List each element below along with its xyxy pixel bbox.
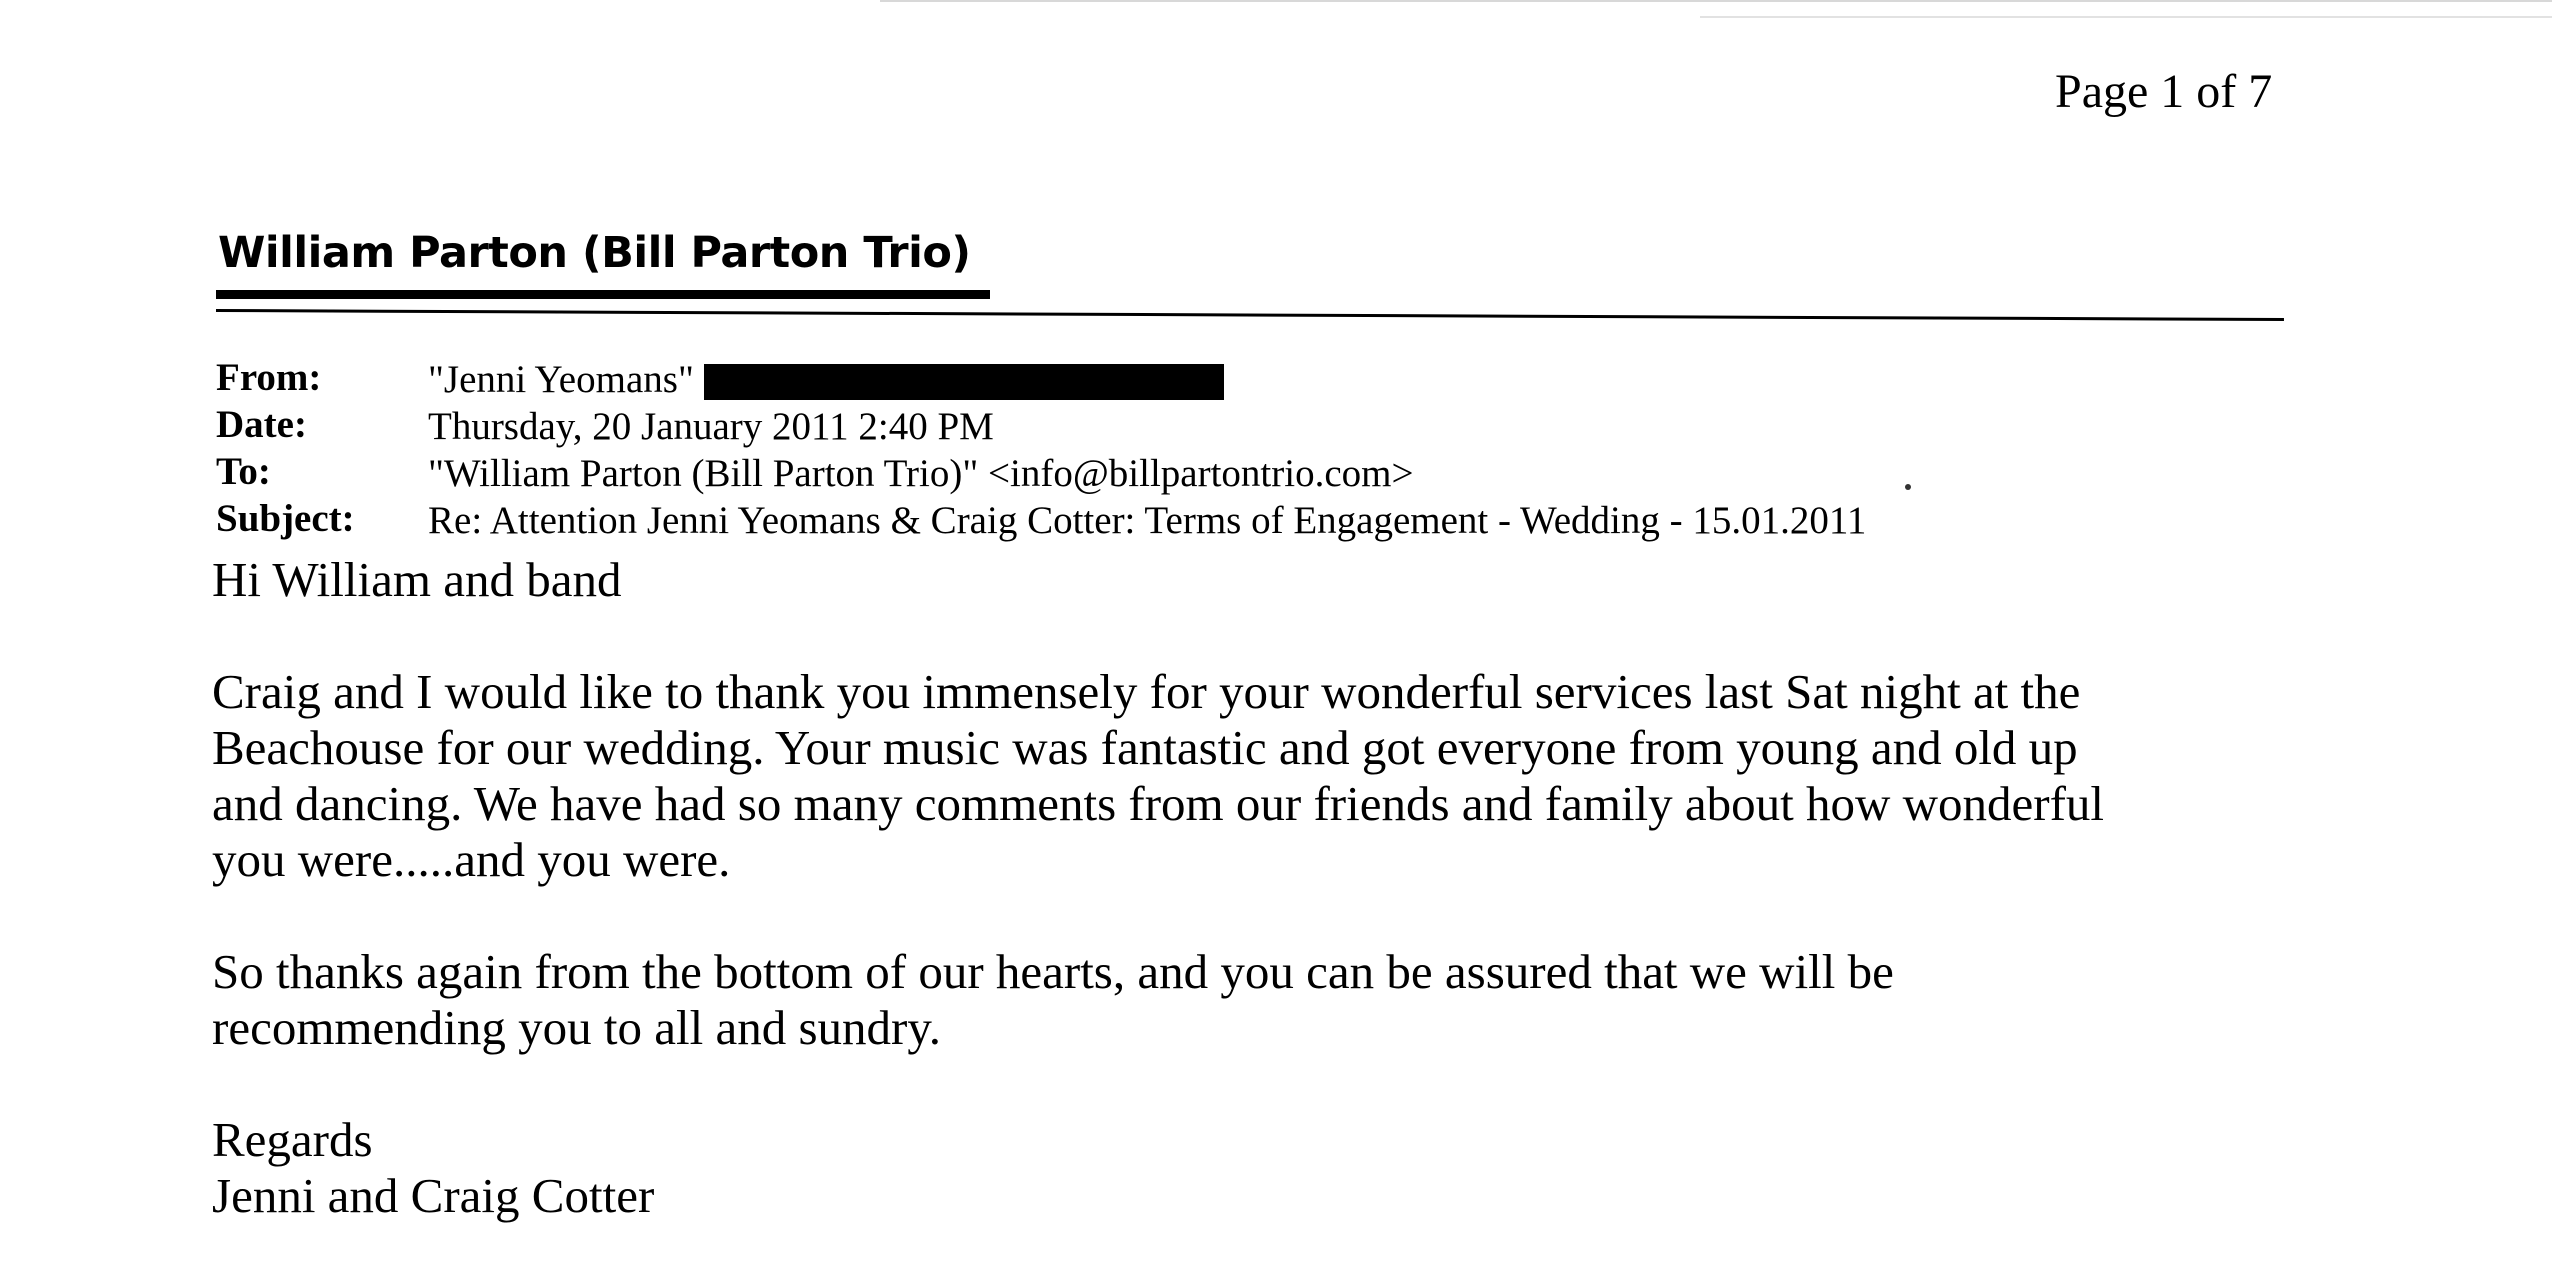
- date-value: Thursday, 20 January 2011 2:40 PM: [428, 405, 994, 448]
- subject-value: Re: Attention Jenni Yeomans & Craig Cotter: Terms of Engagement - Wedding - 15.01.2011: [428, 499, 1867, 542]
- greeting: Hi William and band: [212, 552, 622, 607]
- paragraph-recommend: [212, 944, 2362, 1056]
- sign-off: [212, 1112, 2362, 1224]
- scan-edge-line: [1700, 16, 2552, 18]
- heading-underline-thin: [216, 309, 2284, 321]
- email-body: [212, 552, 2362, 1224]
- from-name: "Jenni Yeomans": [428, 358, 694, 401]
- redaction-bar: [704, 364, 1224, 400]
- page-indicator: Page 1 of 7: [2055, 65, 2273, 118]
- from-label: From:: [216, 356, 322, 399]
- date-row: [216, 405, 2316, 452]
- date-label: Date:: [216, 403, 307, 446]
- from-value: [428, 360, 1224, 400]
- sender-heading: William Parton (Bill Parton Trio): [218, 228, 971, 278]
- scan-edge-line: [880, 0, 2552, 2]
- signature: Jenni and Craig Cotter: [212, 1168, 655, 1223]
- to-value: "William Parton (Bill Parton Trio)" <info@billpartontrio.com>: [428, 452, 1414, 495]
- paragraph-line: So thanks again from the bottom of our hearts, and you can be assured that we will be: [212, 944, 1894, 999]
- heading-underline-thick: [216, 290, 990, 299]
- to-row: [216, 452, 2316, 499]
- email-header: [216, 358, 2316, 546]
- paragraph-line: Beachouse for our wedding. Your music was fantastic and got everyone from young and old up: [212, 720, 2078, 775]
- paragraph-thanks: [212, 664, 2362, 888]
- paragraph-line: and dancing. We have had so many comments from our friends and family about how wonderful: [212, 776, 2105, 831]
- from-row: [216, 358, 2316, 405]
- closing-word: Regards: [212, 1112, 373, 1167]
- scan-speck: [1905, 484, 1911, 490]
- paragraph-line: you were.....and you were.: [212, 832, 731, 887]
- to-label: To:: [216, 450, 271, 493]
- subject-row: [216, 499, 2316, 546]
- paragraph-line: Craig and I would like to thank you immensely for your wonderful services last Sat night at the: [212, 664, 2081, 719]
- subject-label: Subject:: [216, 497, 355, 540]
- paragraph-line: recommending you to all and sundry.: [212, 1000, 941, 1055]
